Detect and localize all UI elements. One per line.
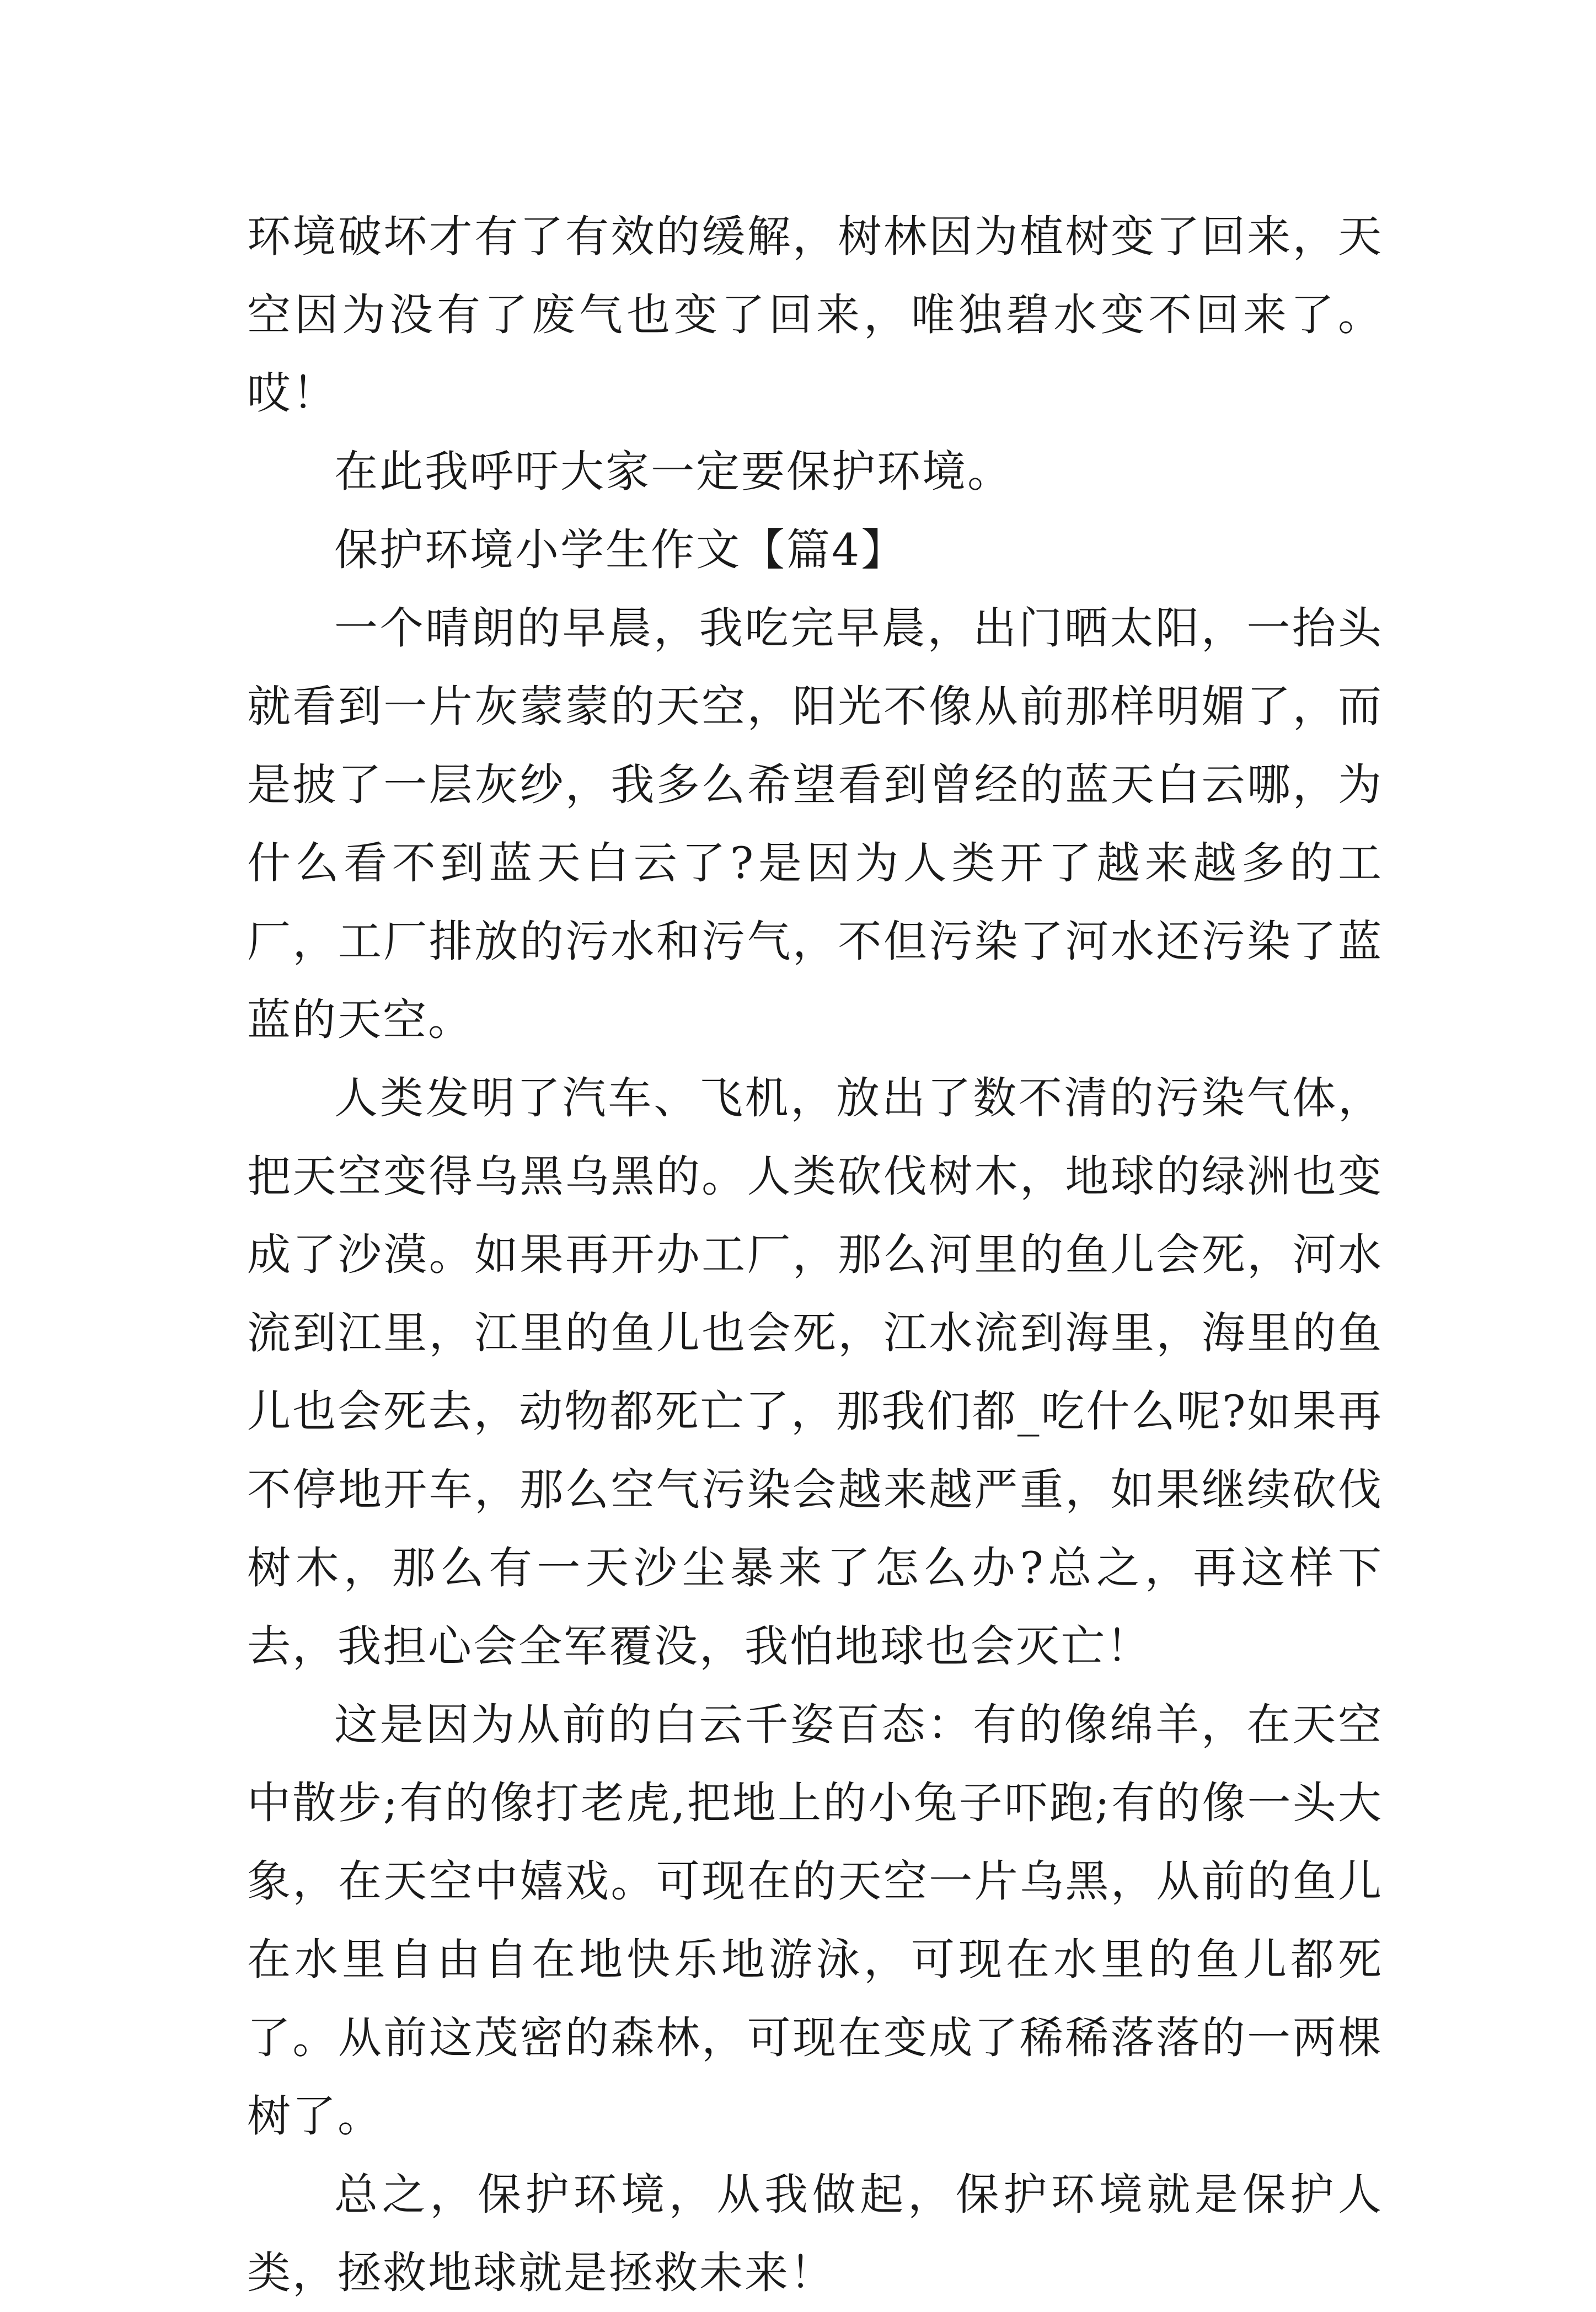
- section-heading: 保护环境小学生作文【篇4】: [334, 525, 907, 575]
- document-body: [247, 197, 1383, 2312]
- paragraph-conclusion: 总之，保护环境，从我做起，保护环境就是保护人类，拯救地球就是拯救未来！: [247, 2169, 1383, 2298]
- paragraph-appeal: 在此我呼吁大家一定要保护环境。: [334, 446, 1013, 497]
- paragraph-continuation: 环境破坏才有了有效的缓解，树林因为植树变了回来，天空因为没有了废气也变了回来，唯独碧水变不回来了。哎！: [247, 211, 1383, 419]
- paragraph-morning: 一个晴朗的早晨，我吃完早晨，出门晒太阳，一抬头就看到一片灰蒙蒙的天空，阳光不像从前那样明媚了，而是披了一层灰纱，我多么希望看到曾经的蓝天白云哪，为什么看不到蓝天白云了?是因为人类开了越来越多的工厂，工厂排放的污水和污气，不但污染了河水还污染了蓝蓝的天空。: [247, 603, 1383, 1045]
- paragraph-pollution: 人类发明了汽车、飞机，放出了数不清的污染气体，把天空变得乌黑乌黑的。人类砍伐树木，地球的绿洲也变成了沙漠。如果再开办工厂，那么河里的鱼儿会死，河水流到江里，江里的鱼儿也会死，江水流到海里，海里的鱼儿也会死去，动物都死亡了，那我们都_吃什么呢?如果再不停地开车，那么空气污染会越来越严重，如果继续砍伐树木，那么有一天沙尘暴来了怎么办?总之，再这样下去，我担心会全军覆没，我怕地球也会灭亡！: [247, 1073, 1383, 1672]
- paragraph-clouds: 这是因为从前的白云千姿百态：有的像绵羊，在天空中散步;有的像打老虎,把地上的小兔子吓跑;有的像一头大象，在天空中嬉戏。可现在的天空一片乌黑，从前的鱼儿在水里自由自在地快乐地游泳，可现在水里的鱼儿都死了。从前这茂密的森林，可现在变成了稀稀落落的一两棵树了。: [247, 1699, 1383, 2142]
